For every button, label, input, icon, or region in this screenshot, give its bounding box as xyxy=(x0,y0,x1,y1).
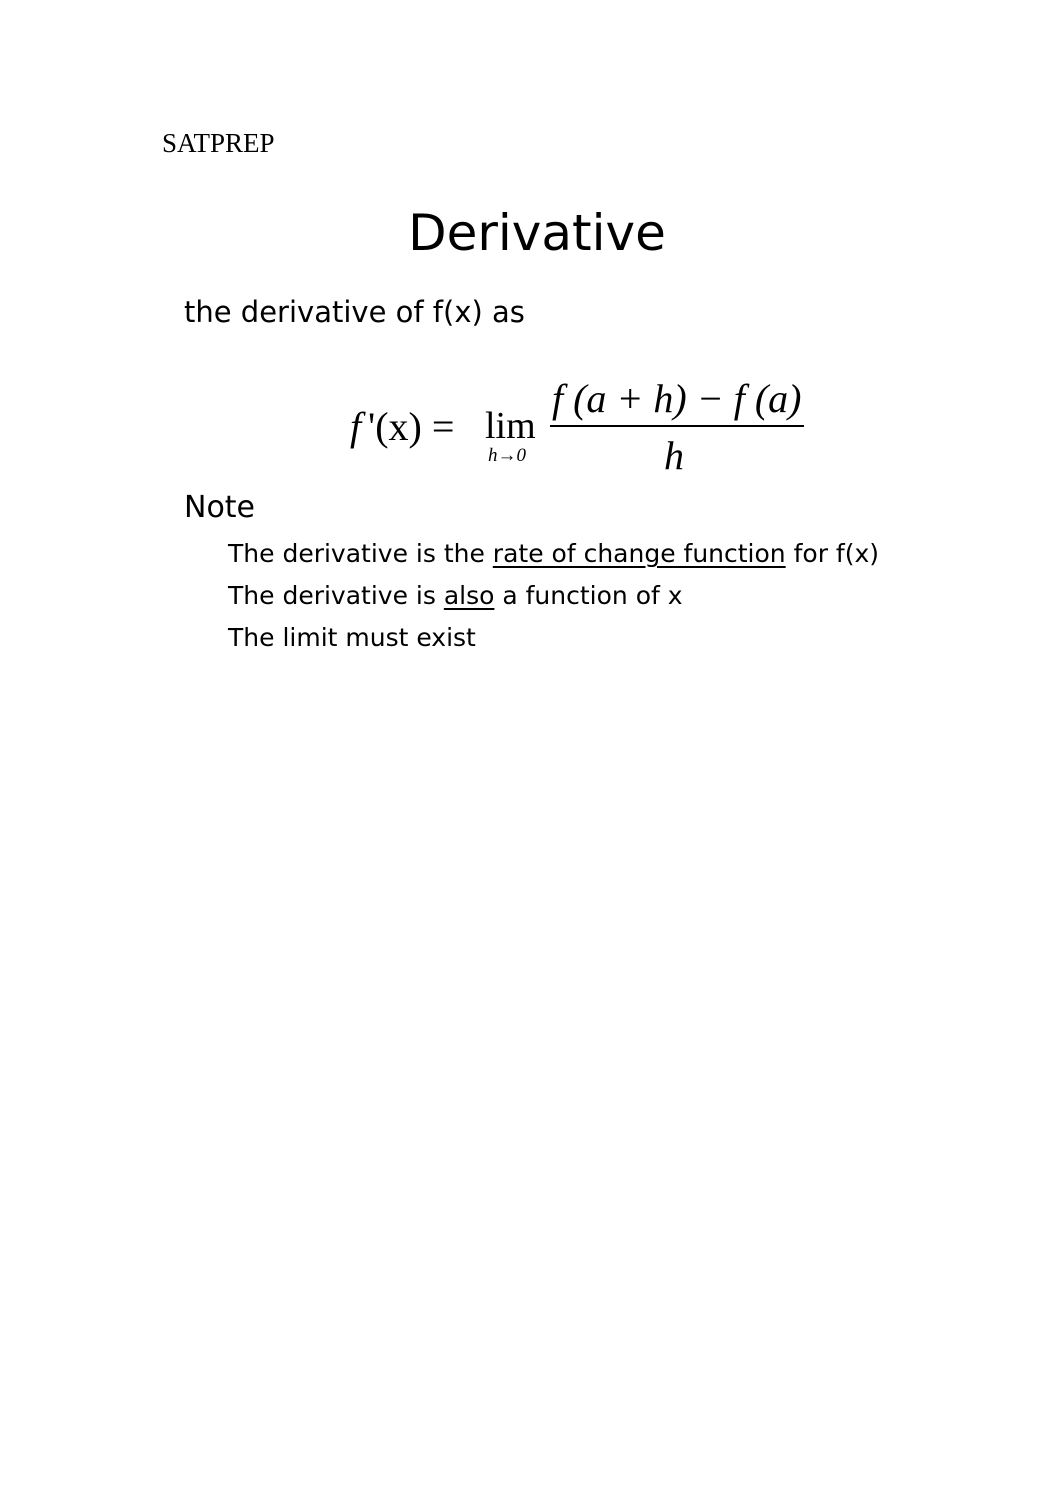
formula-lim-subscript: h→0 xyxy=(488,445,526,466)
note-line-1 xyxy=(228,541,879,566)
formula-numerator: f (a + h) − f (a) xyxy=(552,376,802,421)
note-line-1-after: for f(x) xyxy=(785,539,880,568)
note-line-2 xyxy=(228,583,683,608)
page-title: Derivative xyxy=(408,204,666,262)
formula-lim: lim xyxy=(485,405,536,447)
note-line-2-after: a function of x xyxy=(494,581,683,610)
note-line-2-underlined: also xyxy=(443,581,495,610)
intro-text: the derivative of f(x) as xyxy=(184,295,525,329)
note-line-1-underlined: rate of change function xyxy=(492,539,786,568)
header-label: SATPREP xyxy=(162,128,275,158)
derivative-formula xyxy=(350,372,820,482)
formula-lhs-f: f xyxy=(350,404,362,449)
formula-lhs: '(x) = xyxy=(368,404,455,449)
note-line-2-before: The derivative is xyxy=(228,581,444,610)
note-line-3: The limit must exist xyxy=(228,623,476,652)
note-heading: Note xyxy=(184,490,256,525)
note-line-1-before: The derivative is the xyxy=(228,539,493,568)
formula-denominator: h xyxy=(664,433,684,478)
